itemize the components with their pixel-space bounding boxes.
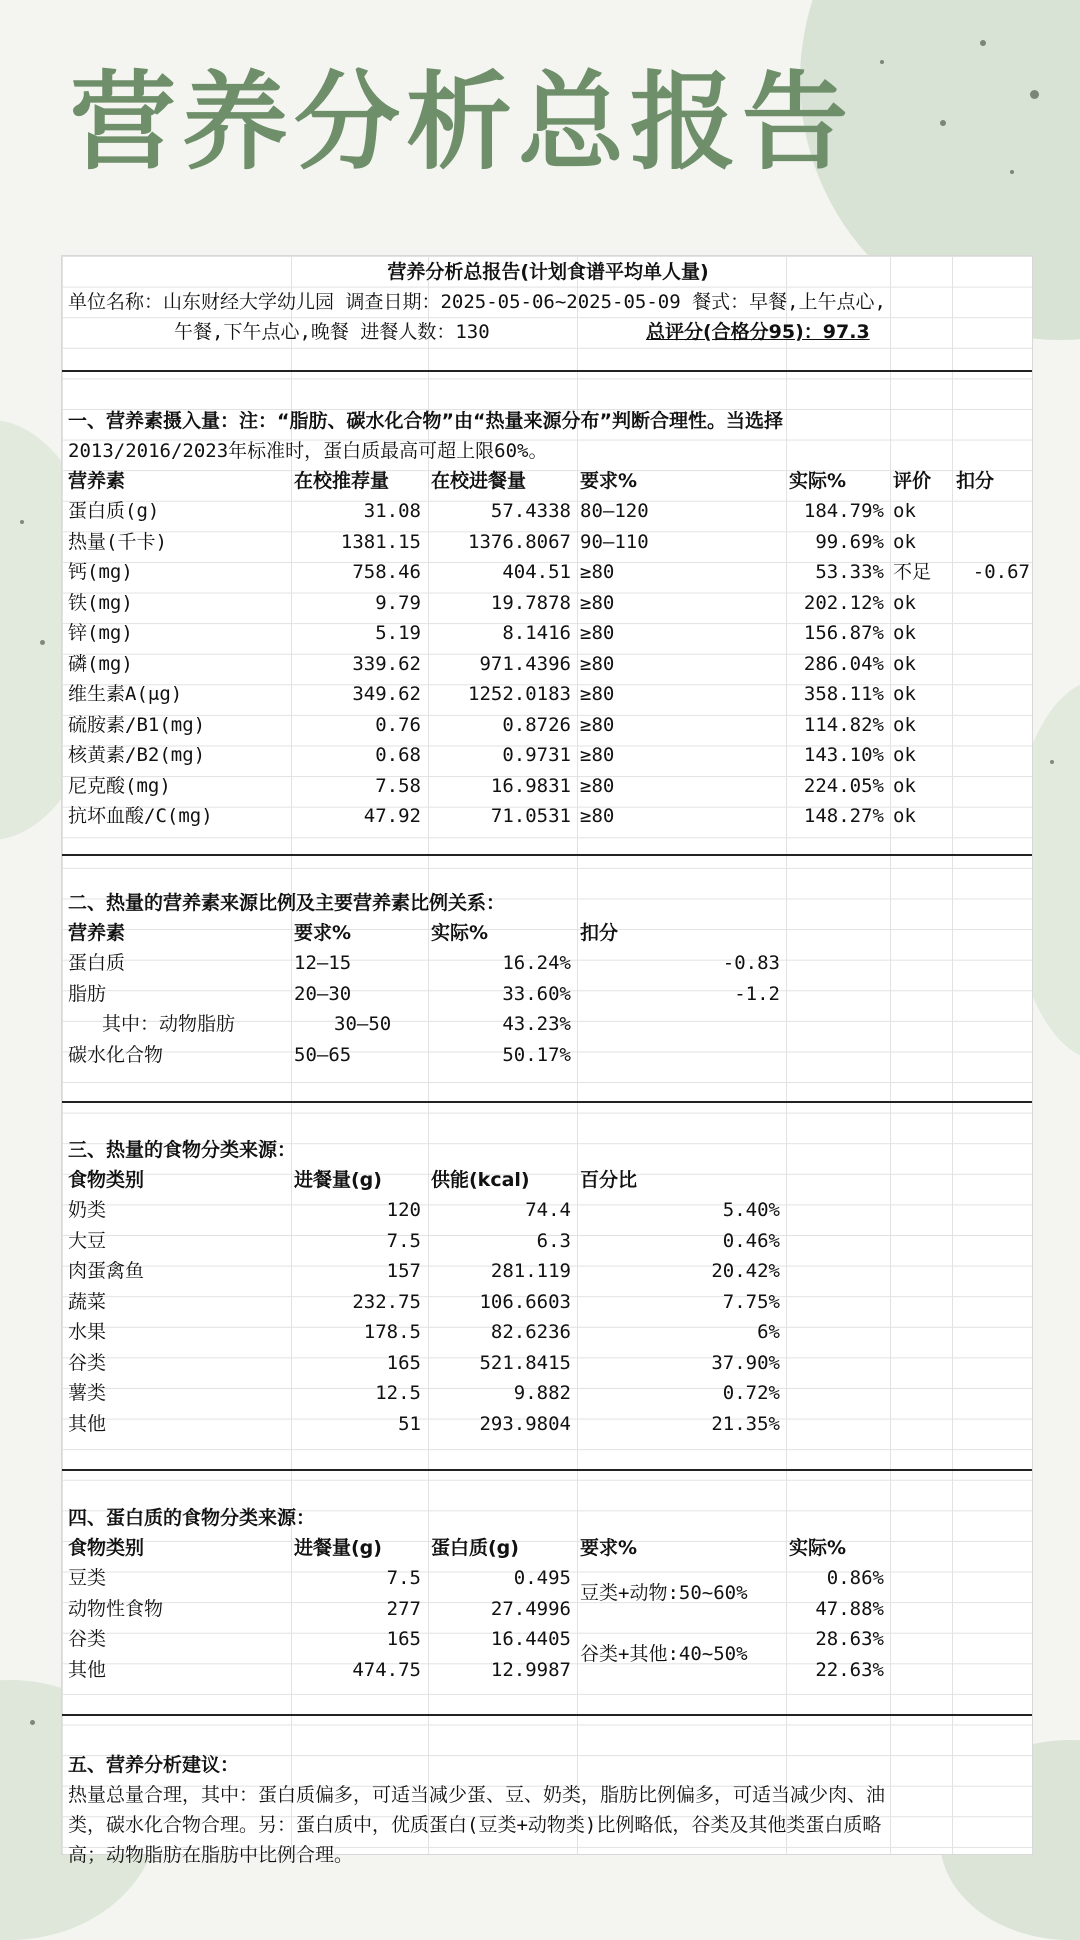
advice-line: 热量总量合理，其中：蛋白质偏多，可适当减少蛋、豆、奶类，脂肪比例偏多，可适当减少肉、油: [68, 1784, 886, 1806]
page-title: 营养分析总报告: [70, 59, 854, 184]
advice-line: 高；动物脂肪在脂肪中比例合理。: [68, 1844, 354, 1866]
background-speck: [30, 1720, 35, 1725]
food-category: 肉蛋禽鱼: [68, 1260, 145, 1282]
section-5-title: 五、营养分析建议：: [68, 1754, 240, 1776]
evaluation: ok: [893, 744, 916, 766]
actual-percent: 286.04%: [803, 652, 884, 675]
intake-grams: 165: [386, 1351, 421, 1374]
intake-value: 404.51: [502, 561, 571, 583]
section-divider: [62, 854, 1032, 856]
energy-percent: 37.90%: [711, 1351, 780, 1374]
nutrient-name: 维生素A(μg): [68, 683, 183, 705]
required-percent: ≥80: [580, 591, 615, 614]
actual-percent: 28.63%: [815, 1628, 884, 1650]
recommended-value: 349.62: [352, 683, 421, 705]
deduction: -1.2: [734, 982, 780, 1005]
actual-percent: 0.86%: [826, 1567, 884, 1589]
energy-kcal: 281.119: [490, 1260, 571, 1282]
deduction: -0.83: [722, 952, 780, 974]
table-header: 扣分: [956, 470, 995, 492]
actual-percent: 22.63%: [815, 1658, 884, 1681]
food-category: 其他: [68, 1658, 107, 1681]
table-header: 进餐量(g): [294, 1537, 382, 1559]
nutrient-name: 脂肪: [68, 982, 107, 1005]
nutrient-name: 核黄素/B2(mg): [68, 744, 206, 766]
nutrient-name: 钙(mg): [68, 561, 133, 583]
evaluation: ok: [893, 622, 916, 644]
food-category: 动物性食物: [68, 1597, 164, 1620]
evaluation: 不足: [893, 561, 932, 583]
background-speck: [1030, 90, 1039, 99]
recommended-value: 1381.15: [340, 530, 421, 553]
background-speck: [1050, 760, 1054, 764]
intake-value: 1376.8067: [468, 530, 571, 553]
required-percent: 80—120: [580, 500, 649, 522]
actual-percent: 99.69%: [815, 530, 884, 553]
section-3-title: 三、热量的食物分类来源：: [68, 1139, 297, 1161]
nutrient-name: 磷(mg): [68, 652, 133, 675]
food-category: 豆类: [68, 1567, 107, 1589]
food-category: 谷类: [68, 1628, 107, 1650]
intake-grams: 474.75: [352, 1658, 421, 1681]
nutrient-name: 其中：动物脂肪: [102, 1013, 236, 1035]
energy-percent: 0.72%: [722, 1382, 780, 1404]
intake-grams: 7.5: [386, 1229, 421, 1252]
table-header: 进餐量(g): [294, 1169, 382, 1191]
intake-value: 16.9831: [490, 774, 571, 797]
actual-percent: 358.11%: [803, 683, 884, 705]
food-category: 蔬菜: [68, 1290, 107, 1313]
intake-value: 8.1416: [502, 622, 571, 644]
background-speck: [980, 40, 986, 46]
actual-percent: 47.88%: [815, 1597, 884, 1620]
recommended-value: 31.08: [363, 500, 421, 522]
actual-percent: 53.33%: [815, 561, 884, 583]
intake-grams: 51: [398, 1412, 421, 1435]
energy-percent: 5.40%: [722, 1199, 780, 1221]
energy-percent: 7.75%: [722, 1290, 780, 1313]
required-percent: 20—30: [294, 982, 352, 1005]
intake-grams: 157: [386, 1260, 421, 1282]
column-gridline: [890, 256, 891, 1854]
intake-grams: 178.5: [363, 1321, 421, 1343]
table-header: 供能(kcal): [431, 1169, 530, 1191]
actual-percent: 43.23%: [502, 1013, 571, 1035]
energy-percent: 21.35%: [711, 1412, 780, 1435]
energy-kcal: 6.3: [536, 1229, 571, 1252]
food-category: 谷类: [68, 1351, 107, 1374]
section-divider: [62, 1101, 1032, 1103]
protein-grams: 12.9987: [490, 1658, 571, 1681]
intake-value: 71.0531: [490, 805, 571, 827]
energy-kcal: 9.882: [513, 1382, 571, 1404]
food-category: 薯类: [68, 1382, 107, 1404]
actual-percent: 33.60%: [502, 982, 571, 1005]
required-percent: 50—65: [294, 1043, 352, 1066]
protein-grams: 16.4405: [490, 1628, 571, 1650]
intake-value: 971.4396: [479, 652, 571, 675]
nutrient-name: 抗坏血酸/C(mg): [68, 805, 213, 827]
actual-percent: 50.17%: [502, 1043, 571, 1066]
table-header: 在校进餐量: [431, 470, 527, 492]
requirement-grain-other: 谷类+其他:40~50%: [580, 1643, 748, 1665]
table-header: 要求%: [294, 922, 352, 944]
evaluation: ok: [893, 805, 916, 827]
food-category: 奶类: [68, 1199, 107, 1221]
required-percent: ≥80: [580, 744, 615, 766]
energy-percent: 20.42%: [711, 1260, 780, 1282]
nutrient-name: 铁(mg): [68, 591, 133, 614]
table-header: 实际%: [789, 470, 847, 492]
energy-kcal: 74.4: [525, 1199, 571, 1221]
energy-percent: 0.46%: [722, 1229, 780, 1252]
intake-value: 0.9731: [502, 744, 571, 766]
actual-percent: 114.82%: [803, 713, 884, 736]
table-header: 百分比: [580, 1169, 638, 1191]
required-percent: 90—110: [580, 530, 649, 553]
header-line-1: 单位名称：山东财经大学幼儿园 调查日期：2025-05-06~2025-05-09 餐式：早餐,上午点心,: [68, 291, 886, 313]
intake-value: 0.8726: [502, 713, 571, 736]
recommended-value: 47.92: [363, 805, 421, 827]
header-line-2: 午餐,下午点心,晚餐 进餐人数：130: [174, 321, 490, 343]
table-header: 实际%: [431, 922, 489, 944]
section-divider: [62, 1714, 1032, 1716]
required-percent: 12—15: [294, 952, 352, 974]
actual-percent: 224.05%: [803, 774, 884, 797]
required-percent: ≥80: [580, 622, 615, 644]
actual-percent: 184.79%: [803, 500, 884, 522]
energy-kcal: 82.6236: [490, 1321, 571, 1343]
table-header: 食物类别: [68, 1537, 145, 1559]
food-category: 其他: [68, 1412, 107, 1435]
nutrient-name: 热量(千卡): [68, 530, 167, 553]
actual-percent: 148.27%: [803, 805, 884, 827]
recommended-value: 7.58: [375, 774, 421, 797]
energy-kcal: 106.6603: [479, 1290, 571, 1313]
table-header: 要求%: [580, 470, 638, 492]
background-speck: [40, 640, 45, 645]
intake-value: 57.4338: [490, 500, 571, 522]
background-speck: [940, 120, 946, 126]
table-header: 营养素: [68, 922, 126, 944]
section-divider: [62, 370, 1032, 372]
table-header: 实际%: [789, 1537, 847, 1559]
energy-percent: 6%: [757, 1321, 780, 1343]
evaluation: ok: [893, 652, 916, 675]
energy-kcal: 521.8415: [479, 1351, 571, 1374]
section-1-title: 一、营养素摄入量：注：“脂肪、碳水化合物”由“热量来源分布”判断合理性。当选择: [68, 410, 783, 432]
table-header: 扣分: [580, 922, 619, 944]
evaluation: ok: [893, 530, 916, 553]
intake-grams: 165: [386, 1628, 421, 1650]
nutrient-name: 硫胺素/B1(mg): [68, 713, 206, 736]
required-percent: 30—50: [334, 1013, 392, 1035]
table-header: 评价: [893, 470, 932, 492]
total-score: 总评分(合格分95)：97.3: [646, 321, 870, 343]
column-gridline: [577, 256, 578, 1854]
actual-percent: 143.10%: [803, 744, 884, 766]
required-percent: ≥80: [580, 805, 615, 827]
background-speck: [20, 520, 24, 524]
evaluation: ok: [893, 713, 916, 736]
intake-value: 19.7878: [490, 591, 571, 614]
table-header: 营养素: [68, 470, 126, 492]
intake-grams: 120: [386, 1199, 421, 1221]
section-2-title: 二、热量的营养素来源比例及主要营养素比例关系：: [68, 892, 506, 914]
report-sheet: [61, 255, 1033, 1866]
recommended-value: 5.19: [375, 622, 421, 644]
nutrient-name: 碳水化合物: [68, 1043, 164, 1066]
nutrient-name: 尼克酸(mg): [68, 774, 171, 797]
recommended-value: 758.46: [352, 561, 421, 583]
actual-percent: 156.87%: [803, 622, 884, 644]
recommended-value: 9.79: [375, 591, 421, 614]
deduction: -0.67: [972, 561, 1030, 583]
evaluation: ok: [893, 774, 916, 797]
evaluation: ok: [893, 683, 916, 705]
nutrient-name: 锌(mg): [68, 622, 133, 644]
recommended-value: 0.76: [375, 713, 421, 736]
column-gridline: [952, 256, 953, 1854]
intake-grams: 232.75: [352, 1290, 421, 1313]
required-percent: ≥80: [580, 774, 615, 797]
advice-line: 类，碳水化合物合理。另：蛋白质中，优质蛋白(豆类+动物类)比例略低，谷类及其他类蛋白质略: [68, 1814, 882, 1836]
required-percent: ≥80: [580, 683, 615, 705]
section-1-note: 2013/2016/2023年标准时，蛋白质最高可超上限60%。: [68, 440, 548, 462]
recommended-value: 0.68: [375, 744, 421, 766]
food-category: 水果: [68, 1321, 107, 1343]
food-category: 大豆: [68, 1229, 107, 1252]
evaluation: ok: [893, 500, 916, 522]
required-percent: ≥80: [580, 713, 615, 736]
intake-grams: 12.5: [375, 1382, 421, 1404]
protein-grams: 0.495: [513, 1567, 571, 1589]
table-header: 在校推荐量: [294, 470, 390, 492]
protein-grams: 27.4996: [490, 1597, 571, 1620]
requirement-animal-bean: 豆类+动物:50~60%: [580, 1582, 748, 1604]
energy-kcal: 293.9804: [479, 1412, 571, 1435]
table-header: 要求%: [580, 1537, 638, 1559]
intake-grams: 277: [386, 1597, 421, 1620]
section-divider: [62, 1469, 1032, 1471]
section-4-title: 四、蛋白质的食物分类来源：: [68, 1507, 316, 1529]
table-header: 食物类别: [68, 1169, 145, 1191]
recommended-value: 339.62: [352, 652, 421, 675]
background-speck: [880, 60, 884, 64]
nutrient-name: 蛋白质: [68, 952, 126, 974]
required-percent: ≥80: [580, 652, 615, 675]
background-speck: [1010, 170, 1014, 174]
intake-grams: 7.5: [386, 1567, 421, 1589]
intake-value: 1252.0183: [468, 683, 571, 705]
actual-percent: 202.12%: [803, 591, 884, 614]
actual-percent: 16.24%: [502, 952, 571, 974]
nutrient-name: 蛋白质(g): [68, 500, 160, 522]
report-title: 营养分析总报告(计划食谱平均单人量): [387, 261, 709, 283]
table-header: 蛋白质(g): [431, 1537, 519, 1559]
required-percent: ≥80: [580, 561, 615, 583]
evaluation: ok: [893, 591, 916, 614]
